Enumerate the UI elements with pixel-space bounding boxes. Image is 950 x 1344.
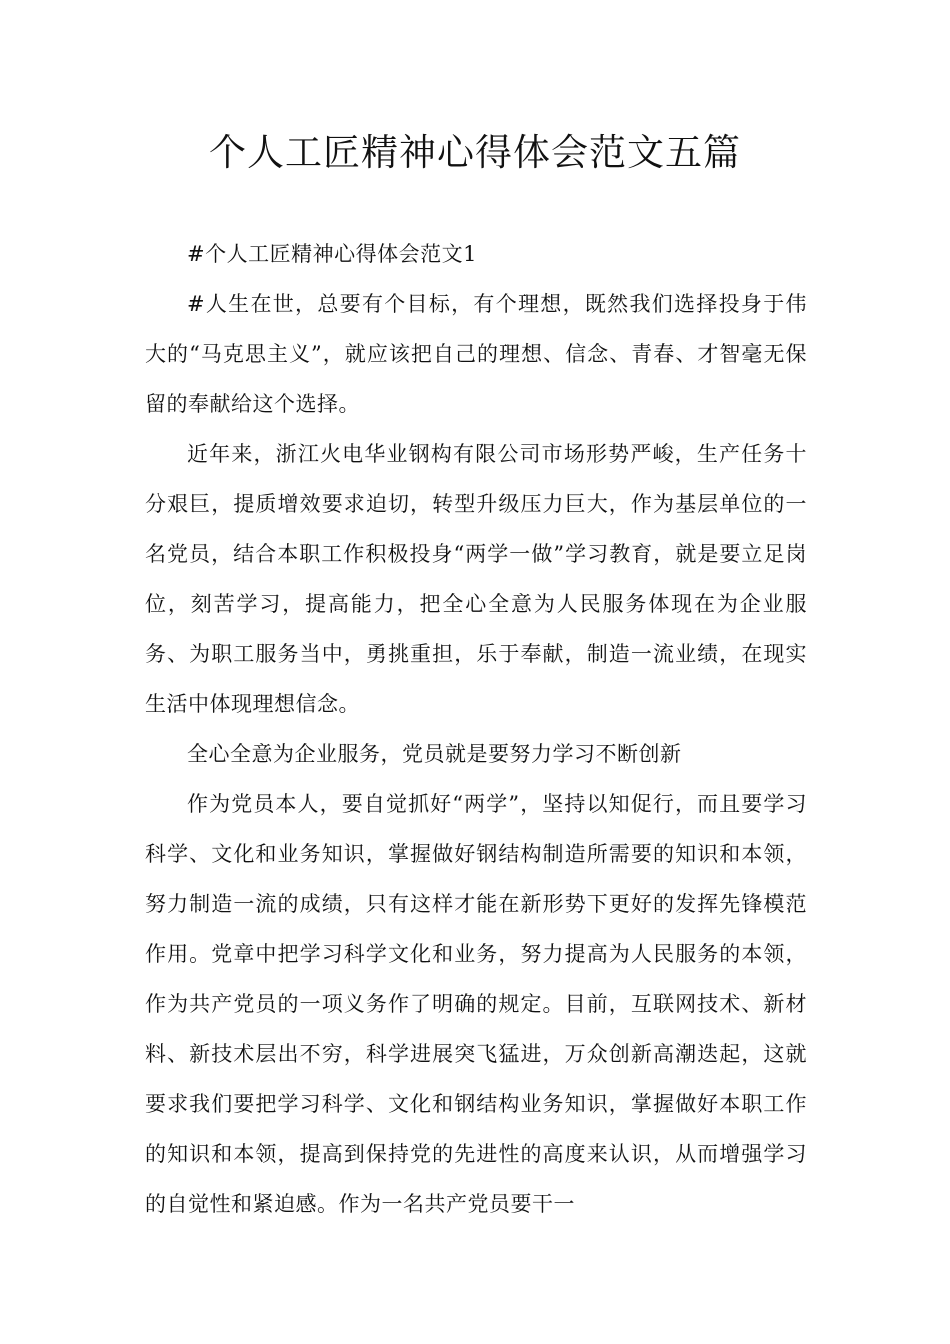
- paragraph: 近年来，浙江火电华业钢构有限公司市场形势严峻，生产任务十分艰巨，提质增效要求迫切，转型升级压力巨大，作为基层单位的一名党员，结合本职工作积极投身“两学一做”学习教育，就是要立足岗位，刻苦学习，提高能力，把全心全意为人民服务体现在为企业服务、为职工服务当中，勇挑重担，乐于奉献，制造一流业绩，在现实生活中体现理想信念。: [145, 442, 807, 716]
- paragraph-subheading: 全心全意为企业服务，党员就是要努力学习不断创新: [187, 742, 682, 766]
- document-body: [145, 229, 807, 1229]
- document-title: 个人工匠精神心得体会范文五篇: [209, 131, 741, 174]
- paragraph: #人生在世，总要有个目标，有个理想，既然我们选择投身于伟大的“马克思主义”，就应该把自己的理想、信念、青春、才智毫无保留的奉献给这个选择。: [145, 292, 807, 416]
- paragraph-heading: #个人工匠精神心得体会范文1: [187, 242, 477, 266]
- paragraph: 作为党员本人，要自觉抓好“两学”，坚持以知促行，而且要学习科学、文化和业务知识，掌握做好钢结构制造所需要的知识和本领，努力制造一流的成绩，只有这样才能在新形势下更好的发挥先锋模范作用。党章中把学习科学文化和业务，努力提高为人民服务的本领，作为共产党员的一项义务作了明确的规定。目前，互联网技术、新材料、新技术层出不穷，科学进展突飞猛进，万众创新高潮迭起，这就要求我们要把学习科学、文化和钢结构业务知识，掌握做好本职工作的知识和本领，提高到保持党的先进性的高度来认识，从而增强学习的自觉性和紧迫感。作为一名共产党员要干一: [145, 792, 807, 1216]
